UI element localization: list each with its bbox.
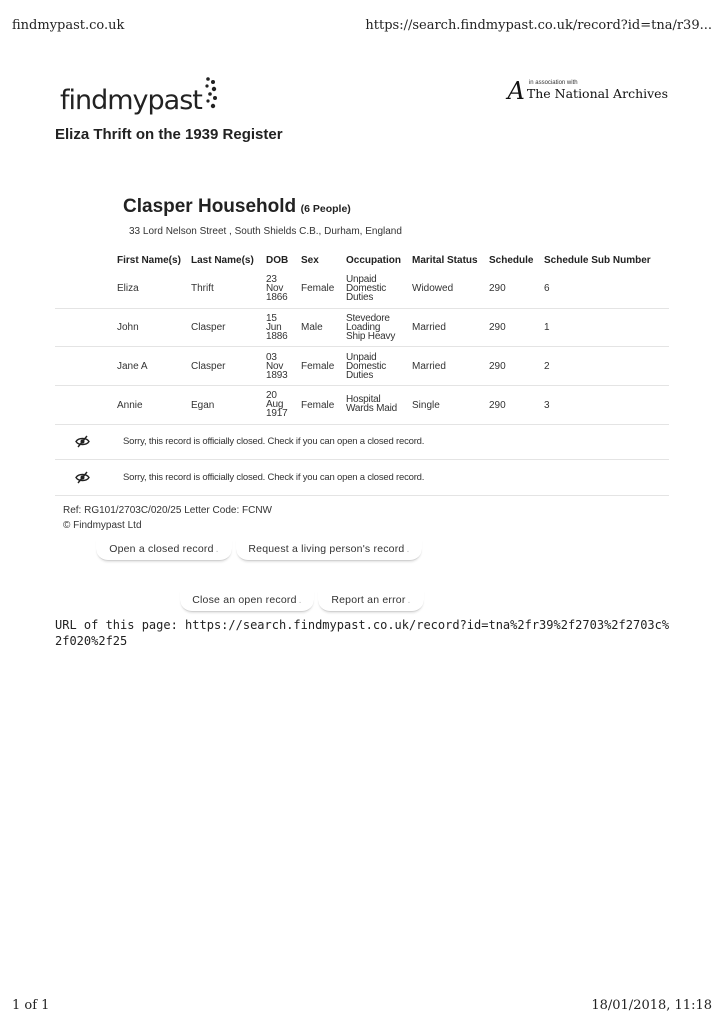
cell-first-name: Annie <box>117 400 143 411</box>
close-open-record-button[interactable]: Close an open record . <box>180 590 314 612</box>
header-dob: DOB <box>266 255 289 266</box>
cell-dob <box>266 275 287 302</box>
tna-name: The National Archives <box>526 86 668 101</box>
occupation-line: Domestic <box>346 283 387 294</box>
cell-schedule-sub-number: 1 <box>544 322 550 333</box>
cell-sex: Male <box>301 322 323 333</box>
dob-month: Aug <box>266 399 284 410</box>
row-divider <box>55 459 669 460</box>
cell-dob <box>266 314 287 341</box>
report-error-button[interactable]: Report an error . <box>318 590 424 612</box>
row-divider <box>55 385 669 386</box>
cell-last-name: Thrift <box>191 283 214 294</box>
closed-record-row[interactable] <box>55 461 669 495</box>
closed-record-message: Sorry, this record is officially closed. Check if you can open a closed record. <box>123 472 425 483</box>
household-address: 33 Lord Nelson Street , South Shields C.B., Durham, England <box>129 226 402 237</box>
occupation-line: Duties <box>346 292 374 303</box>
dob-month: Nov <box>266 283 284 294</box>
cell-marital-status: Widowed <box>412 283 454 294</box>
cell-first-name: Jane A <box>117 361 148 372</box>
record-reference: Ref: RG101/2703C/020/25 Letter Code: FCNW <box>63 505 272 516</box>
occupation-line: Stevedore <box>346 313 390 324</box>
print-footer-page: 1 of 1 <box>12 998 50 1013</box>
header-sex: Sex <box>301 255 319 266</box>
cell-occupation <box>346 395 397 413</box>
print-header-url: https://search.findmypast.co.uk/record?id=tna/r39... <box>365 18 712 33</box>
occupation-line: Loading <box>346 322 381 333</box>
cell-schedule: 290 <box>489 361 506 372</box>
cell-dob <box>266 391 287 418</box>
cell-schedule-sub-number: 2 <box>544 361 550 372</box>
cell-schedule: 290 <box>489 400 506 411</box>
cell-last-name: Clasper <box>191 361 226 372</box>
occupation-line: Domestic <box>346 361 387 372</box>
occupation-line: Wards Maid <box>346 403 397 414</box>
header-schedule: Schedule <box>489 255 534 266</box>
household-title <box>123 196 351 218</box>
header-last-name: Last Name(s) <box>191 255 254 266</box>
header-occupation: Occupation <box>346 255 402 266</box>
close-open-record-label: Close an open record <box>192 594 297 606</box>
dob-day: 23 <box>266 274 277 285</box>
occupation-line: Hospital <box>346 394 381 405</box>
print-header-site: findmypast.co.uk <box>12 18 125 33</box>
cell-occupation <box>346 314 395 341</box>
occupation-line: Unpaid <box>346 274 377 285</box>
cell-last-name: Egan <box>191 400 215 411</box>
request-living-record-button[interactable]: Request a living person's record . <box>236 539 422 561</box>
findmypast-logo[interactable] <box>60 70 218 114</box>
cell-occupation <box>346 353 386 380</box>
cell-first-name: Eliza <box>117 283 139 294</box>
closed-record-row[interactable] <box>55 425 669 459</box>
cell-sex: Female <box>301 283 335 294</box>
dob-year: 1886 <box>266 331 288 342</box>
tna-association: in association with <box>528 80 578 86</box>
dob-day: 15 <box>266 313 277 324</box>
cell-occupation <box>346 275 386 302</box>
national-archives-logo[interactable] <box>507 77 668 105</box>
occupation-line: Unpaid <box>346 352 377 363</box>
household-count: (6 People) <box>300 203 351 215</box>
occupation-line: Duties <box>346 370 374 381</box>
household-name: Clasper Household <box>123 196 297 217</box>
row-divider <box>55 495 669 496</box>
dob-year: 1866 <box>266 292 288 303</box>
header-marital-status: Marital Status <box>412 255 478 266</box>
cell-schedule: 290 <box>489 322 506 333</box>
header-schedule-sub-number: Schedule Sub Number <box>544 255 651 266</box>
page-url: URL of this page: https://search.findmypast.co.uk/record?id=tna%2fr39%2f2703%2f2703c%2f020%2f25 <box>55 618 670 648</box>
cell-last-name: Clasper <box>191 322 226 333</box>
dob-day: 03 <box>266 352 277 363</box>
cell-schedule-sub-number: 6 <box>544 283 550 294</box>
row-divider <box>55 308 669 309</box>
open-closed-record-button[interactable]: Open a closed record . <box>96 539 232 561</box>
copyright: © Findmypast Ltd <box>63 520 142 531</box>
tna-mark: A <box>507 77 525 105</box>
page-title: Eliza Thrift on the 1939 Register <box>55 126 283 143</box>
occupation-line: Ship Heavy <box>346 331 396 342</box>
closed-record-message: Sorry, this record is officially closed. Check if you can open a closed record. <box>123 436 425 447</box>
cell-sex: Female <box>301 361 335 372</box>
cell-marital-status: Married <box>412 361 446 372</box>
cell-marital-status: Married <box>412 322 446 333</box>
cell-first-name: John <box>117 322 139 333</box>
dob-day: 20 <box>266 390 277 401</box>
header-first-name: First Name(s) <box>117 255 181 266</box>
dob-month: Nov <box>266 361 284 372</box>
eye-slash-icon <box>75 435 90 448</box>
cell-dob <box>266 353 287 380</box>
cell-sex: Female <box>301 400 335 411</box>
dob-month: Jun <box>266 322 282 333</box>
request-living-record-label: Request a living person's record <box>248 543 405 555</box>
eye-slash-icon <box>75 471 90 484</box>
logo-text: findmypast <box>60 85 202 116</box>
dob-year: 1893 <box>266 370 288 381</box>
cell-schedule-sub-number: 3 <box>544 400 550 411</box>
cell-schedule: 290 <box>489 283 506 294</box>
dots-icon <box>204 76 218 110</box>
print-footer-datetime: 18/01/2018, 11:18 <box>591 998 712 1013</box>
dob-year: 1917 <box>266 408 288 419</box>
open-closed-record-label: Open a closed record <box>109 543 214 555</box>
row-divider <box>55 346 669 347</box>
report-error-label: Report an error <box>331 594 406 606</box>
cell-marital-status: Single <box>412 400 440 411</box>
